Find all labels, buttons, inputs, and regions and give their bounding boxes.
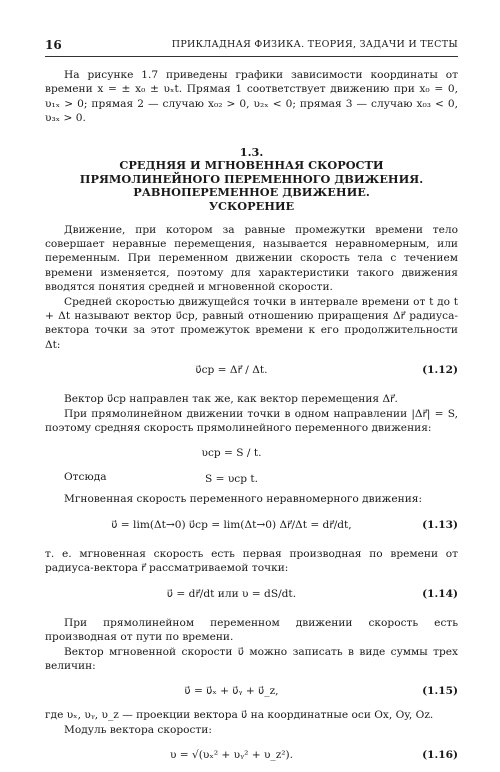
equation-number: (1.16): [422, 749, 458, 762]
equation-row: [45, 679, 458, 704]
running-title: ПРИКЛАДНАЯ ФИЗИКА. ТЕОРИЯ, ЗАДАЧИ И ТЕСТЫ: [171, 39, 458, 50]
section-title-line: УСКОРЕНИЕ: [208, 199, 295, 213]
paragraph: Модуль вектора скорости:: [64, 723, 212, 736]
equation: S = υср t.: [204, 473, 258, 486]
paragraph: При прямолинейном движении точки в одном направлении |Δr⃗| = S, поэтому средняя скорость прямолинейного переменного движения:: [45, 407, 458, 435]
equation-number: (1.12): [422, 364, 458, 377]
equation-row: [45, 441, 458, 466]
header-rule: [45, 56, 458, 57]
section-title-line: СРЕДНЯЯ И МГНОВЕННАЯ СКОРОСТИ: [119, 158, 384, 173]
equation-number: (1.15): [422, 685, 458, 698]
paragraph: Движение, при котором за равные промежутки времени тело совершает неравные перемещения, называется неравномерным, или переменным. При переменном движении скорость тела с течением времени изменяется, поэтому для характеристики такого движения вводятся понятия средней и мгновенной скорости.: [45, 223, 458, 294]
paragraph: Средней скоростью движущейся точки в интервале времени от t до t + Δt называют вектор υ⃗ср, равный отношению приращения Δr⃗ радиуса-вектора точки за этот промежуток времени к его продолжительности Δt:: [45, 295, 458, 351]
paragraph: Мгновенная скорость переменного неравномерного движения:: [64, 493, 423, 506]
equation-number: (1.13): [422, 518, 458, 531]
section-number: 1.3.: [239, 144, 264, 159]
equation-row: [45, 358, 458, 388]
otsyuda-label: Отсюда: [64, 471, 107, 484]
paragraph: где υₓ, υᵧ, υ_z — проекции вектора υ⃗ на координатные оси Ox, Oy, Oz.: [45, 709, 434, 722]
equation-row: [45, 513, 458, 543]
page-body: [45, 68, 458, 772]
equation-number: (1.14): [422, 587, 458, 600]
paragraph: т. е. мгновенная скорость есть первая производная по времени от радиуса-вектора r⃗ рассматриваемой точки:: [45, 547, 458, 575]
equation: υ⃗ = lim(Δt→0) υ⃗ср = lim(Δt→0) Δr⃗/Δt = dr⃗/dt,: [111, 518, 352, 531]
equation: υ⃗ср = Δr⃗ / Δt.: [195, 364, 268, 377]
page-number: 16: [45, 38, 62, 52]
equation: υ = √(υₓ² + υᵧ² + υ_z²).: [169, 749, 294, 762]
equation-row: [45, 470, 458, 488]
section-heading: [45, 146, 458, 214]
equation: υ⃗ = υ⃗ₓ + υ⃗ᵧ + υ⃗_z,: [184, 685, 279, 698]
paragraph: Вектор υ⃗ср направлен так же, как вектор перемещения Δr⃗.: [64, 393, 398, 406]
paragraph: Вектор мгновенной скорости υ⃗ можно записать в виде суммы трех величин:: [45, 645, 458, 672]
equation-row: [45, 743, 458, 768]
section-title-line: РАВНОПЕРЕМЕННОЕ ДВИЖЕНИЕ.: [133, 185, 370, 200]
equation: υ⃗ = dr⃗/dt или υ = dS/dt.: [166, 587, 297, 600]
page-header: [45, 38, 458, 54]
section-title-line: ПРЯМОЛИНЕЙНОГО ПЕРЕМЕННОГО ДВИЖЕНИЯ.: [79, 171, 424, 186]
intro-paragraph: На рисунке 1.7 приведены графики зависимости координаты от времени x = ± x₀ ± υₓt. Прямая 1 соответствует движению при x₀ = 0, υ₁ₓ > 0; прямая 2 — случаю x₀₂ > 0, υ₂ₓ < 0; прямая 3 — случаю x₀₃ < 0, υ₃ₓ > 0.: [45, 69, 458, 125]
equation: υср = S / t.: [201, 447, 262, 460]
paragraph: При прямолинейном переменном движении скорость есть производная от пути по времени.: [45, 616, 458, 644]
equation-row: [45, 582, 458, 612]
